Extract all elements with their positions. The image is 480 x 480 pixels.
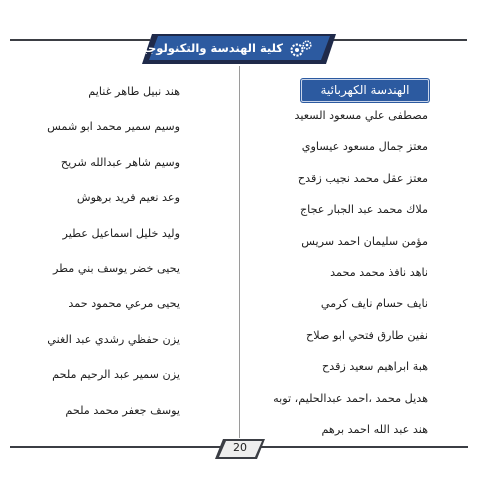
list-item: نايف حسام نايف كرمي <box>320 297 428 311</box>
list-item: يوسف جعفر محمد ملحم <box>65 403 180 417</box>
list-item: ناهد نافذ محمد محمد <box>330 265 428 279</box>
footer-rule-right <box>258 446 468 448</box>
list-item: يحيى خضر يوسف بني مطر <box>52 261 180 275</box>
list-item: هند نبيل طاهر غنايم <box>88 85 180 98</box>
list-item: نفين طارق فتحي ابو صلاح <box>306 328 428 342</box>
department-badge: الهندسة الكهربائية <box>301 79 429 102</box>
list-item: هديل محمد ،احمد عبدالحليم، توبه <box>273 391 428 405</box>
header-rule-right <box>322 39 467 41</box>
list-item: يحيى مرعي محمود حمد <box>68 297 180 311</box>
list-item: معتز جمال مسعود عيساوي <box>301 140 428 154</box>
list-item: مصطفى علي مسعود السعيد <box>294 109 428 122</box>
list-item: مؤمن سليمان احمد سريس <box>301 234 428 248</box>
list-item: يزن حفظي رشدي عبد الغني <box>47 332 180 346</box>
list-item: يزن سمير عبد الرحيم ملحم <box>52 368 180 382</box>
page-number: 20 <box>233 441 247 454</box>
name-list-left <box>10 82 180 436</box>
gear-icon <box>288 39 314 59</box>
list-item: وسيم شاهر عبدالله شريح <box>60 155 180 169</box>
footer-rule-left <box>10 446 222 448</box>
list-item: وعد نعيم فريد برهوش <box>76 191 180 205</box>
name-list-right <box>238 105 428 450</box>
list-item: ملاك محمد عبد الجبار عجاج <box>299 203 428 217</box>
header-title: كلية الهندسة والتكنولوجيا <box>138 41 283 55</box>
header-rule-left <box>10 39 150 41</box>
list-item: معتز عقل محمد نجيب زقدح <box>297 171 428 185</box>
list-item: وسيم سمير محمد ابو شمس <box>47 120 180 134</box>
list-item: هبة ابراهيم سعيد زقدح <box>321 360 428 374</box>
list-item: هند عبد الله احمد برهم <box>321 422 428 436</box>
list-item: وليد خليل اسماعيل عطير <box>62 226 180 240</box>
